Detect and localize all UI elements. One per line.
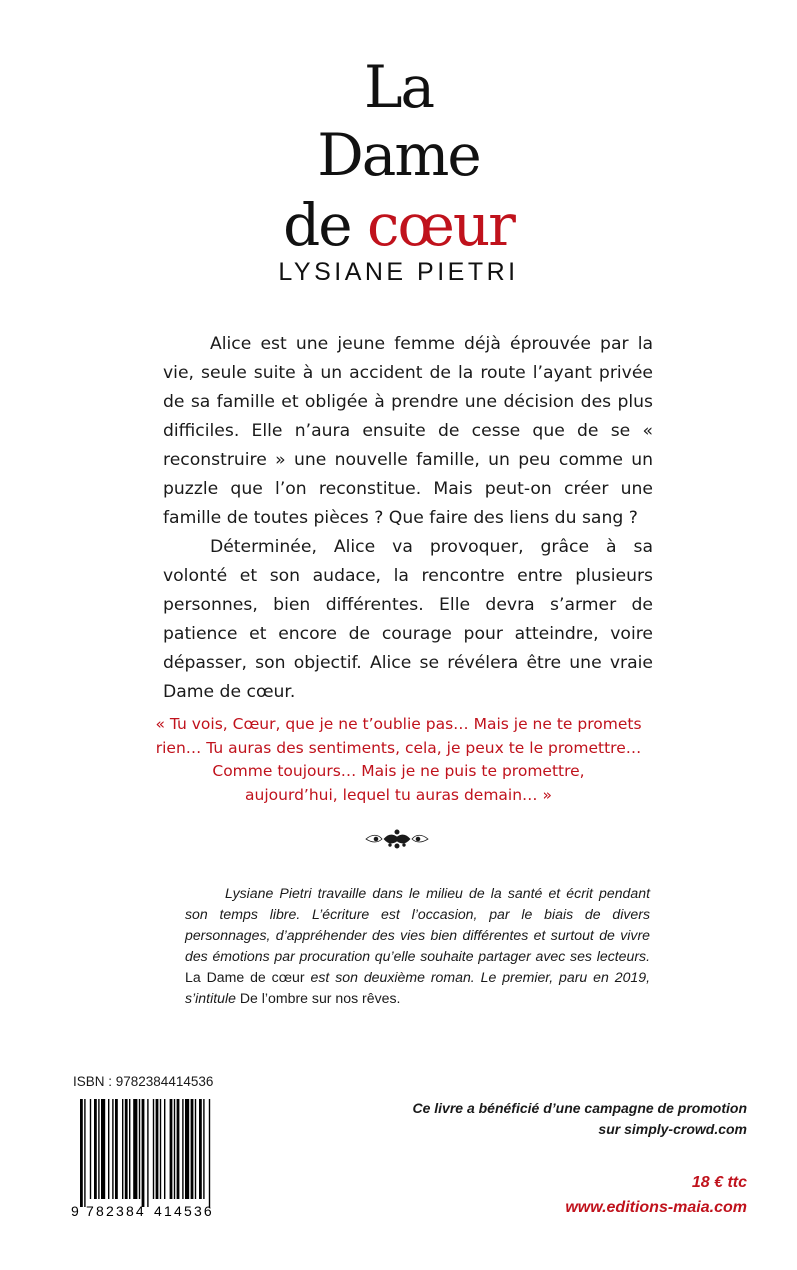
title-line-1: La xyxy=(363,53,434,121)
promo-line-2: sur simply-crowd.com xyxy=(598,1121,747,1137)
barcode-bar xyxy=(199,1099,202,1199)
barcode-bar xyxy=(164,1099,165,1199)
isbn-label: ISBN : 9782384414536 xyxy=(73,1074,214,1089)
promo-line-1: Ce livre a bénéficié d’une campagne de promotion xyxy=(412,1100,747,1116)
barcode-bar xyxy=(142,1099,145,1207)
barcode-bar xyxy=(177,1099,180,1199)
barcode-digits-right: 414536 xyxy=(154,1203,214,1219)
bio-text-2: est son deuxième roman. Le premier, paru en 2019, s’intitule xyxy=(185,969,650,1006)
barcode-bar xyxy=(203,1099,204,1199)
barcode-bar xyxy=(153,1099,154,1199)
barcode-bar xyxy=(90,1099,91,1199)
barcode-bar xyxy=(139,1099,140,1199)
bio-first-book-title: De l’ombre sur nos rêves. xyxy=(239,990,401,1006)
barcode-bar xyxy=(129,1099,130,1199)
barcode-bar xyxy=(156,1099,159,1199)
barcode-digit-first: 9 xyxy=(71,1203,79,1219)
barcode-bar xyxy=(94,1099,97,1199)
barcode-bar xyxy=(84,1099,85,1207)
barcode-bar xyxy=(112,1099,113,1199)
barcode xyxy=(68,1095,228,1220)
quote-line: « Tu vois, Cœur, que je ne t’oublie pas… Mais je ne te promets xyxy=(155,715,642,733)
barcode-bar xyxy=(101,1099,105,1199)
synopsis xyxy=(163,330,653,707)
barcode-bar xyxy=(185,1099,189,1199)
barcode-bar xyxy=(174,1099,175,1199)
title-word-coeur: cœur xyxy=(366,191,514,259)
quote-line: aujourd’hui, lequel tu auras demain… » xyxy=(245,785,552,804)
title-line-3 xyxy=(0,191,797,259)
barcode-bar xyxy=(170,1099,173,1199)
barcode-bar xyxy=(122,1099,123,1199)
ornament-icon xyxy=(364,828,430,850)
barcode-bar xyxy=(133,1099,137,1199)
barcode-digits-left: 782384 xyxy=(86,1203,146,1219)
title-word-de: de xyxy=(283,191,351,259)
barcode-bar xyxy=(125,1099,128,1199)
bio-text: Lysiane Pietri travaille dans le milieu de la santé et écrit pendant son temps libre. L’écriture est l’occasion, par le biais de divers personnages, d’appréhender des vies bien différentes et surtout de vivre des émotions par procuration qu’elle souhaite partager avec ses lecteurs. xyxy=(185,885,650,964)
quote-line: Comme toujours… Mais je ne puis te promettre, xyxy=(212,762,585,780)
barcode-bar xyxy=(147,1099,148,1207)
price: 18 € ttc xyxy=(691,1174,747,1191)
barcode-bar xyxy=(209,1099,210,1207)
quote-line: rien… Tu auras des sentiments, cela, je peux te le promettre… xyxy=(155,738,642,757)
synopsis-paragraph-2: Déterminée, Alice va provoquer, grâce à sa volonté et son audace, la rencontre entre plusieurs personnes, bien différentes. Elle devra s’armer de patience et encore de courage pour atteindre, voire dépasser, son objectif. Alice se révélera être une vraie Dame de cœur. xyxy=(163,537,653,702)
barcode-bar xyxy=(98,1099,99,1199)
barcode-bar xyxy=(160,1099,161,1199)
barcode-bar xyxy=(108,1099,109,1199)
barcode-bar xyxy=(115,1099,118,1199)
barcode-bar xyxy=(191,1099,194,1199)
barcode-bar xyxy=(80,1099,83,1207)
bio-book-title: La Dame de cœur xyxy=(185,969,305,985)
promotion-notice xyxy=(380,1098,747,1140)
publisher-website: www.editions-maia.com xyxy=(565,1199,747,1216)
title-line-2: Dame xyxy=(317,121,480,189)
synopsis-paragraph-1: Alice est une jeune femme déjà éprouvée par la vie, seule suite à un accident de la route l’ayant privée de sa famille et obligée à prendre une décision des plus difficiles. Elle n’aura ensuite de cesse que de se « reconstruire » une nouvelle famille, un peu comme un puzzle que l’on reconstitue. Mais peut-on créer une famille de toutes pièces ? Que faire des liens du sang ? xyxy=(163,334,653,528)
author-name: LYSIANE PIETRI xyxy=(278,258,519,286)
barcode-bar xyxy=(182,1099,183,1199)
author-bio xyxy=(185,883,650,1009)
book-quote xyxy=(150,713,647,807)
barcode-bar xyxy=(195,1099,196,1199)
